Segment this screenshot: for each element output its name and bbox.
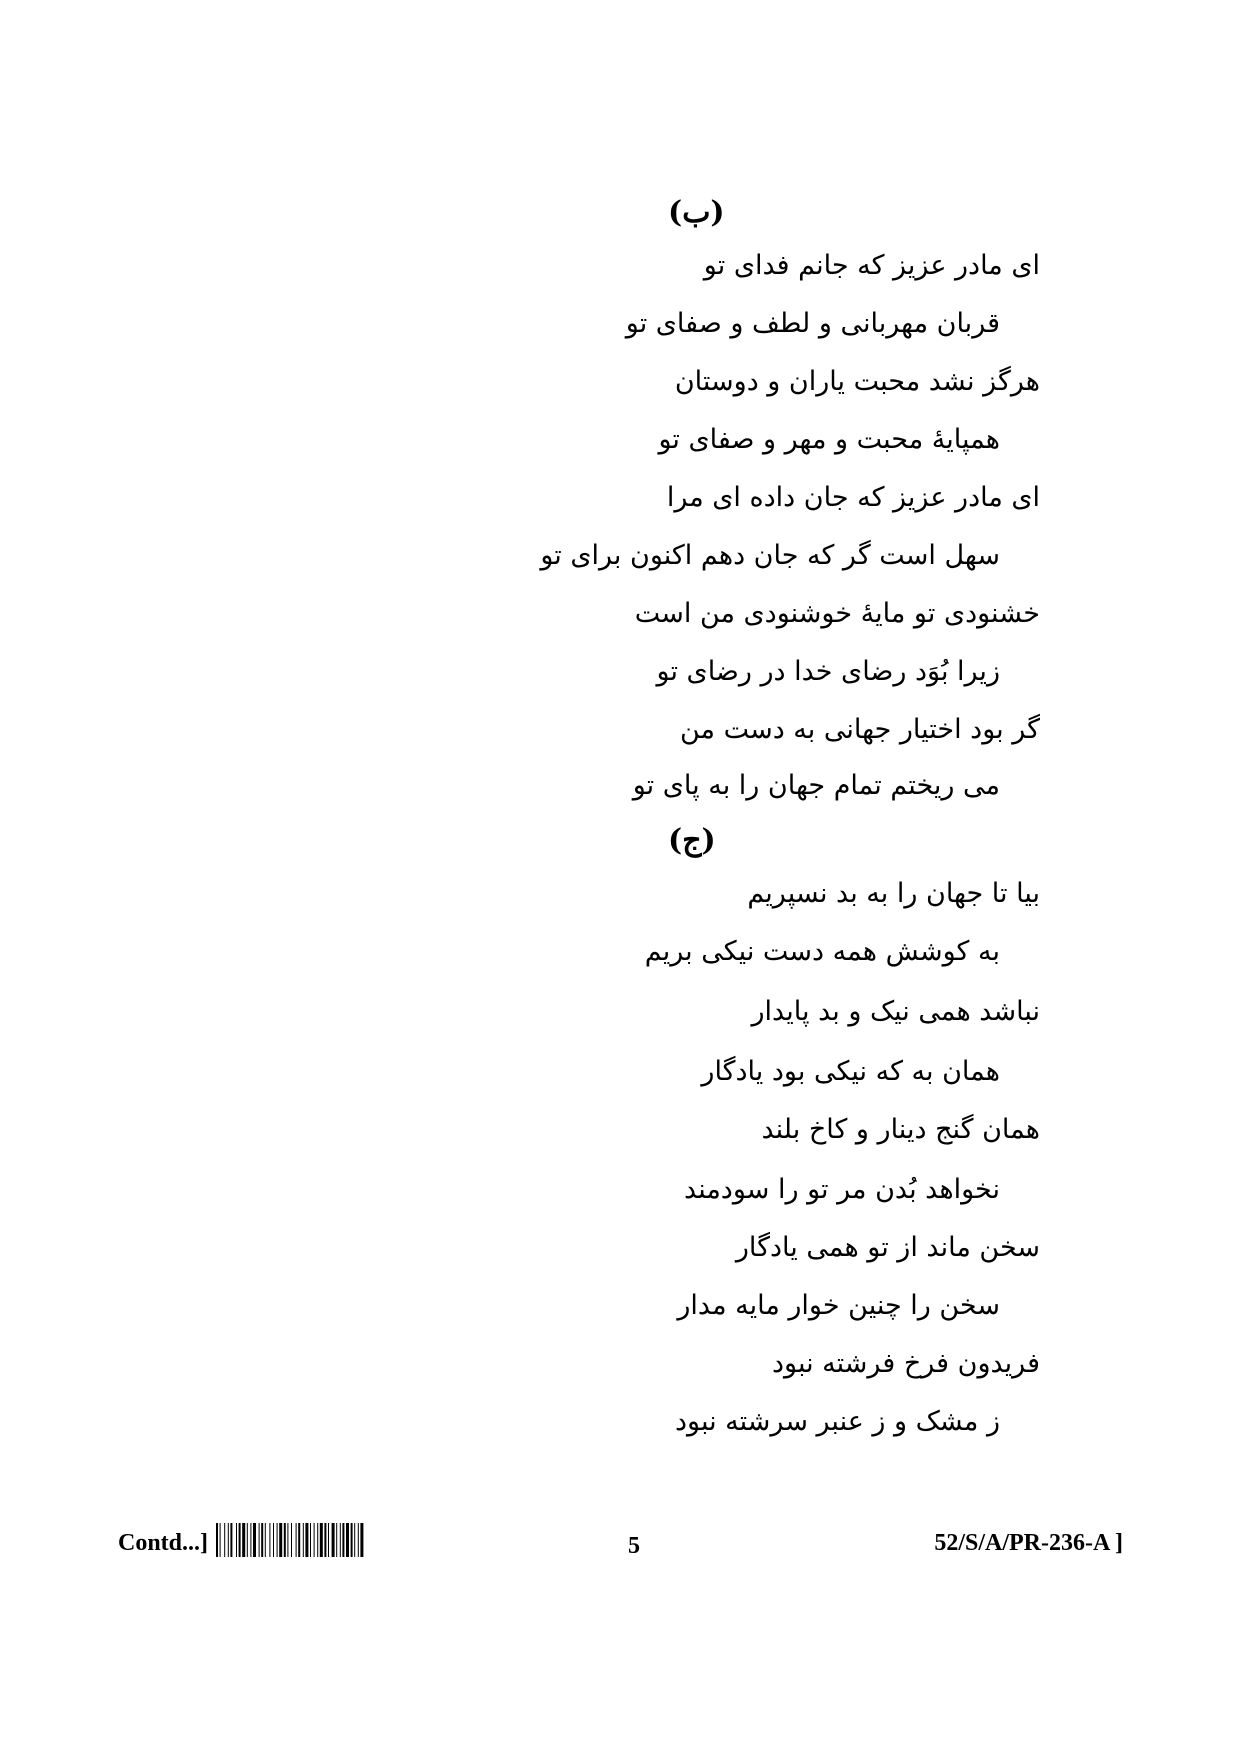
contd-label: Contd...] — [118, 1530, 209, 1556]
verse-line: سخن را چنین خوار مایه مدار — [677, 1290, 1000, 1321]
verse-line: نباشد همی نیک و بد پایدار — [751, 996, 1040, 1027]
verse-line: قربان مهربانی و لطف و صفای تو — [625, 308, 1000, 339]
verse-line: همان به که نیکی بود یادگار — [701, 1056, 1000, 1087]
section-b-label: (ب) — [668, 195, 725, 230]
verse-line: هرگز نشد محبت یاران و دوستان — [674, 366, 1040, 397]
verse-line: بیا تا جهان را به بد نسپریم — [747, 878, 1040, 909]
verse-line: می ریختم تمام جهان را به پای تو — [632, 770, 1000, 801]
verse-line: همپایۀ محبت و مهر و صفای تو — [658, 424, 1000, 455]
verse-line: ز مشک و ز عنبر سرشته نبود — [674, 1406, 1000, 1437]
verse-line: ای مادر عزیز که جانم فدای تو — [703, 250, 1040, 281]
verse-line: زیرا بُوَد رضای خدا در رضای تو — [656, 656, 1000, 687]
section-c-label: (ج) — [668, 823, 716, 858]
paper-code: 52/S/A/PR-236-A ] — [934, 1530, 1123, 1556]
verse-line: نخواهد بُدن مر تو را سودمند — [684, 1174, 1000, 1205]
verse-line: ای مادر عزیز که جان داده ای مرا — [666, 482, 1040, 513]
page-number: 5 — [628, 1533, 640, 1559]
verse-line: سخن ماند از تو همی یادگار — [735, 1232, 1040, 1263]
verse-line: خشنودی تو مایۀ خوشنودی من است — [634, 598, 1040, 629]
verse-line: همان گنج دینار و کاخ بلند — [761, 1114, 1040, 1145]
verse-line: فریدون فرخ فرشته نبود — [771, 1348, 1040, 1379]
barcode — [216, 1523, 561, 1557]
verse-line: به کوشش همه دست نیکی بریم — [644, 936, 1000, 967]
verse-line: گر بود اختیار جهانی به دست من — [679, 714, 1040, 745]
verse-line: سهل است گر که جان دهم اکنون برای تو — [540, 540, 1000, 571]
